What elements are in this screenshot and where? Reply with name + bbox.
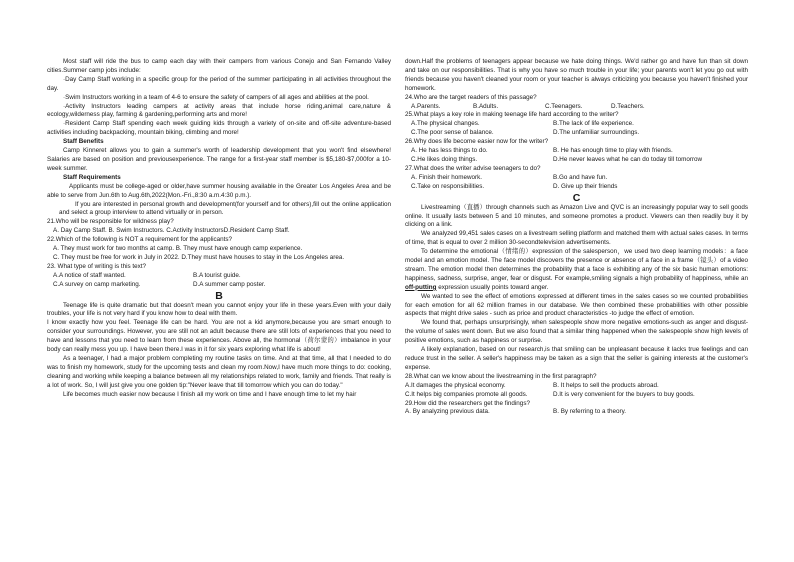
option: B. By referring to a theory. xyxy=(553,408,627,416)
option: B.Adults. xyxy=(473,102,499,110)
question-28-options-cd xyxy=(405,391,748,400)
requirements-1: Applicants must be college-aged or older,have summer housing available in the Greater Los Angeles Area and be able to serve from Jun.6th to Aug.6th,2022(Mon.-Fri.,8:30 a.m.4:30 p.m.). xyxy=(47,182,391,199)
left-column xyxy=(47,58,391,400)
option: D. Give up their friends xyxy=(553,182,618,190)
passage-c-p1: Livestreaming（直播）through channels such as Amazon Live and QVC is an increasingly popular way to sell goods online. It usually lasts between 5 and 10 minutes, and someone promotes a product. Viewers can then readily buy it by clicking on a link. xyxy=(405,203,748,229)
passage-a-intro: Most staff will ride the bus to camp each day with their campers from various Conejo and San Fernando Valley cities.Summer camp jobs include: xyxy=(47,58,391,74)
section-b-heading: B xyxy=(215,289,223,302)
question-22: 22.Which of the following is NOT a requirement for the applicants? xyxy=(47,236,233,244)
question-27-options-cd xyxy=(405,183,748,192)
question-26-options-ab xyxy=(405,147,748,156)
passage-b-p2: I know exactly how you feel. Teenage life can be hard. You are not a kid anymore,because you are smart enough to consider your surroundings. However, you are still not an adult because there are still lots of experiences that you need to have and lessons that you need to learn from these experiences. Above all, the hormonal（荷尔蒙的）imbalance in your body can really mess you up. I have been there.I was in it for six years exploring what life is about! xyxy=(47,319,391,354)
question-28-options-ab xyxy=(405,382,748,391)
passage-c-p2: We analyzed 99,451 sales cases on a livestream selling platform and matched them with actual sales cases. In terms of time, that is equal to over 2 million 30-secondtelevision advertisements. xyxy=(405,230,748,247)
passage-b-continued: down.Half the problems of teenagers appear because we hate doing things. We'd rather go and have fun than sit down and take on our responsibilities. That is why you have so much trouble in your life; your parents won't let you go out with friends because you haven't cleaned your room or your teacher is always criticizing you because you haven't finished your homework. xyxy=(405,58,748,92)
question-28: 28.What can we know about the livestreaming in the first paragraph? xyxy=(405,372,597,380)
option: D.The unfamiliar surroundings. xyxy=(553,129,640,137)
question-24-options xyxy=(405,103,748,112)
job-swim: ·Swim Instructors working in a team of 4-6 to ensure the safety of campers of all ages and abilities at the pool. xyxy=(63,93,369,101)
question-25-options-cd xyxy=(405,129,748,138)
question-23-options-cd xyxy=(47,281,391,290)
passage-c-p3 xyxy=(405,248,748,293)
section-c-heading: C xyxy=(572,191,581,204)
question-26-options-cd xyxy=(405,156,748,165)
option: B. It helps to sell the products abroad. xyxy=(553,381,659,389)
heading-benefits: Staff Benefits xyxy=(63,138,104,146)
option: A.The physical changes. xyxy=(411,120,480,128)
option: A. By analyzing previous data. xyxy=(405,408,490,416)
heading-requirements: Staff Requirements xyxy=(63,173,121,181)
passage-b-p1: Teenage life is quite dramatic but that doesn't mean you cannot enjoy your life in these years.Even with your daily troubles, your life is not very hard if you know how to deal with them. xyxy=(47,301,391,318)
option: C.It helps big companies promote all goods. xyxy=(405,390,528,398)
question-21: 21.Who will be responsible for wildness play? xyxy=(47,218,174,226)
passage-c-p6: A likely explanation, based on our research,is that smiling can be unpleasant because it lacks true feelings and can reduce trust in the seller. A seller's happiness may be taken as a sign that the seller is gaining interests at the customer's expense. xyxy=(405,346,748,371)
job-resident: ·Resident Camp Staff spending each week guiding kids through a variety of on-site and off-site adventure-based activities including backpacking, mountain biking, climbing and more! xyxy=(47,120,391,137)
question-25: 25.What plays a key role in making teenage life hard according to the writer? xyxy=(405,111,619,119)
option: A.Parents. xyxy=(411,102,441,110)
option: A.It damages the physical economy. xyxy=(405,381,506,389)
option: A.A notice of staff wanted. xyxy=(53,271,126,279)
question-21-options: A. Day Camp Staff. B. Swim Instructors. C.Activity InstructorsD.Resident Camp Staff. xyxy=(53,227,290,235)
question-25-options-ab xyxy=(405,120,748,129)
question-27-options-ab xyxy=(405,174,748,183)
job-day-camp: ·Day Camp Staff working in a specific group for the period of the summer participating in all activities throughout the day. xyxy=(47,75,391,92)
option: D.It is very convenient for the buyers to buy goods. xyxy=(553,390,695,398)
benefits-text: Camp Kinneret allows you to gain a summer's worth of leadership development that you won't find elsewhere! Salaries are based on position and previousexperience. The range for a first-year staff member is $5,180-$7,000for a 10-week summer. xyxy=(47,147,391,172)
option: D.A summer camp poster. xyxy=(193,280,266,288)
option: A. He has less things to do. xyxy=(411,147,488,155)
option: C.He likes doing things. xyxy=(411,155,478,163)
option: B.Go and have fun. xyxy=(553,173,608,181)
passage-c-p5: We found that, perhaps unsurprisingly, when salespeople show more negative emotions-such as anger and disgust-the volume of sales went down. But we also found that a similar thing happened when the salespeople show high levels of positive emotions, such as happiness or surprise. xyxy=(405,319,748,345)
question-27: 27.What does the writer advise teenagers to do? xyxy=(405,164,541,172)
option: D.Teachers. xyxy=(611,102,645,110)
option: B. He has enough time to play with friends. xyxy=(553,147,673,155)
marked-word: off-putting xyxy=(405,283,437,291)
question-23-options-ab xyxy=(47,272,391,281)
passage-c-p4: We wanted to see the effect of emotions expressed at different times in the sales cases so we counted probabilities for each emotion for all 62 million frames in our database. We then combined these probabilities with other possible aspects that might drive sales - such as price and product characteristics -to judge the effect of emotion. xyxy=(405,292,748,318)
option: C.The poor sense of balance. xyxy=(411,129,494,137)
option: B.The lack of life experience. xyxy=(553,120,634,128)
requirements-2: If you are interested in personal growth and development(for yourself and for others),fill out the online application and select a group interview to attend virtually or in person. xyxy=(59,200,391,217)
question-29-options xyxy=(405,408,748,417)
question-29: 29.How did the researchers get the findings? xyxy=(405,399,530,407)
option: B.A tourist guide. xyxy=(193,271,241,279)
job-activity: ·Activity Instructors leading campers at activity areas that include horse riding,animal care,nature & ecology,wilderness play, farming & gardening,performing arts and more! xyxy=(47,102,391,119)
option: C.Teenagers. xyxy=(545,102,583,110)
option: D.He never leaves what he can do today till tomorrow xyxy=(553,155,703,163)
passage-b-p3: As a teenager, I had a major problem completing my routine tasks on time. And at that time, all that I needed to do was to finish my homework, study for the upcoming tests and clean my room.Now,I have much more things to do: cooking, cleaning and working while keeping a balance between all my relationships related to work, family and friends. That really is a lot of work. So, I will just give you one golden tip:"Never leave that till tomorrow which you can do today." xyxy=(47,355,391,389)
question-26: 26.Why does life become easier now for the writer? xyxy=(405,138,549,146)
option: A. Finish their homework. xyxy=(411,173,483,181)
question-24: 24.Who are the target readers of this passage? xyxy=(405,93,537,101)
question-22-options-cd: C. They must be free for work in July in 2022. D.They must have houses to stay in the Los Angeles area. xyxy=(53,253,345,261)
right-column xyxy=(405,58,748,417)
question-23: 23. What type of writing is this text? xyxy=(47,262,147,270)
option: C.A survey on camp marketing. xyxy=(53,280,141,288)
passage-b-p4: Life becomes much easier now because I finish all my work on time and I have enough time to let my hair xyxy=(63,390,357,398)
question-22-options-ab: A. They must work for two months at camp. B. They must have enough camp experience. xyxy=(53,245,303,253)
passage-c-p3-start: To determine the emotional（情绪的）expression of the salesperson，we used two deep learning models：a face model and an emotion model. The face model discovers the presence or absence of a face in a frame（镜头）of a video stream. The emotion model then determines the probability that a face is exhibiting any of the six basic human emotions: happiness, sadness, surprise, anger, fear or disgust. For example,smiling signals a high probability of happiness, while an xyxy=(405,248,748,282)
passage-c-p3-end: expression usually points toward anger. xyxy=(436,283,549,291)
option: C.Take on responsibilities. xyxy=(411,182,485,190)
